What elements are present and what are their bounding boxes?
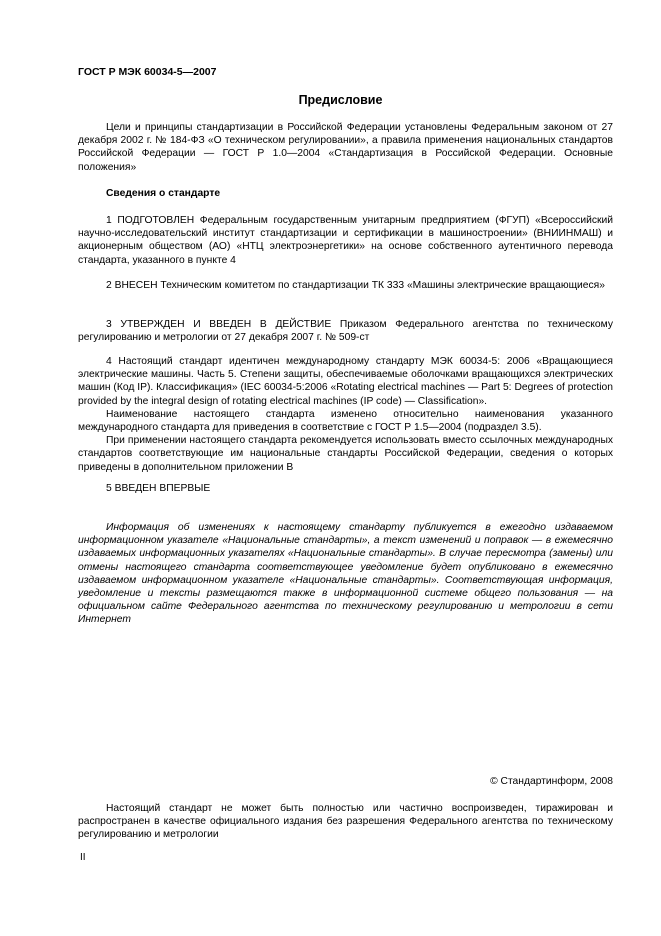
page-number: II bbox=[80, 852, 86, 863]
item-4-paragraph-2: Наименование настоящего стандарта изменено относительно наименования указанного международного стандарта для приведения в соответствие с ГОСТ Р 1.5—2004 (подраздел 3.5). bbox=[78, 408, 613, 434]
notice-paragraph: Информация об изменениях к настоящему стандарту публикуется в ежегодно издаваемом информационном указателе «Национальные стандарты», а текст изменений и поправок — в ежемесячно издаваемых информационных указателях «Национальные стандарты». В случае пересмотра (замены) или отмены настоящего стандарта соответствующее уведомление будет опубликовано в ежемесячно издаваемом информационном указателе «Национальные стандарты». Соответствующая информация, уведомление и тексты размещаются также в информационной системе общего пользования — на официальном сайте Федерального агентства по техническому регулированию и метрологии в сети Интернет bbox=[78, 522, 613, 626]
reproduction-section bbox=[78, 802, 613, 842]
item-1-paragraph: 1 ПОДГОТОВЛЕН Федеральным государственным унитарным предприятием (ФГУП) «Всероссийский научно-исследовательский институт стандартизации и сертификации в машиностроении» (ВНИИНМАШ) и акционерным обществом (АО) «НТЦ электроэнергетики» на основе собственного аутентичного перевода стандарта, указанного в пункте 4 bbox=[78, 215, 613, 266]
item-4-paragraph-3: При применении настоящего стандарта рекомендуется использовать вместо ссылочных международных стандартов соответствующие им национальные стандарты Российской Федерации, сведения о которых приведены в дополнительном приложении В bbox=[78, 435, 613, 473]
item-2-section bbox=[78, 279, 613, 292]
copyright-line: © Стандартинформ, 2008 bbox=[490, 776, 613, 787]
item-3-section bbox=[78, 318, 613, 344]
reproduction-paragraph: Настоящий стандарт не может быть полностью или частично воспроизведен, тиражирован и распространен в качестве официального издания без разрешения Федерального агентства по техническому регулированию и метрологии bbox=[78, 803, 613, 841]
item-5-section bbox=[78, 482, 613, 495]
item-3-paragraph: 3 УТВЕРЖДЕН И ВВЕДЕН В ДЕЙСТВИЕ Приказом Федерального агентства по техническому регулированию и метрологии от 27 декабря 2007 г. № 509-ст bbox=[78, 319, 613, 344]
notice-section bbox=[78, 521, 613, 627]
intro-paragraph: Цели и принципы стандартизации в Российской Федерации установлены Федеральным законом от 27 декабря 2002 г. № 184-ФЗ «О техническом регулировании», а правила применения национальных стандартов Российской Федерации — ГОСТ Р 1.0—2004 «Стандартизация в Российской Федерации. Основные положения» bbox=[78, 122, 613, 173]
item-1-section bbox=[78, 214, 613, 267]
page-title: Предисловие bbox=[298, 93, 383, 107]
item-4-section bbox=[78, 355, 613, 474]
intro-section bbox=[78, 121, 613, 174]
item-4-paragraph-1: 4 Настоящий стандарт идентичен международному стандарту МЭК 60034-5: 2006 «Вращающиеся электрические машины. Часть 5. Степени защиты, обеспечиваемые оболочками вращающихся электрических машин (Код IP). Классификация» (IEC 60034-5:2006 «Rotating electrical machines — Part 5: Degrees of protection provided by the integral design of rotating electrical machines (IP code) — Classification». bbox=[78, 356, 613, 407]
info-heading: Сведения о стандарте bbox=[106, 188, 221, 199]
document-standard-id: ГОСТ Р МЭК 60034-5—2007 bbox=[78, 66, 217, 78]
item-2-paragraph: 2 ВНЕСЕН Техническим комитетом по стандартизации ТК 333 «Машины электрические вращающиеся» bbox=[106, 280, 605, 291]
item-5-paragraph: 5 ВВЕДЕН ВПЕРВЫЕ bbox=[106, 483, 211, 494]
